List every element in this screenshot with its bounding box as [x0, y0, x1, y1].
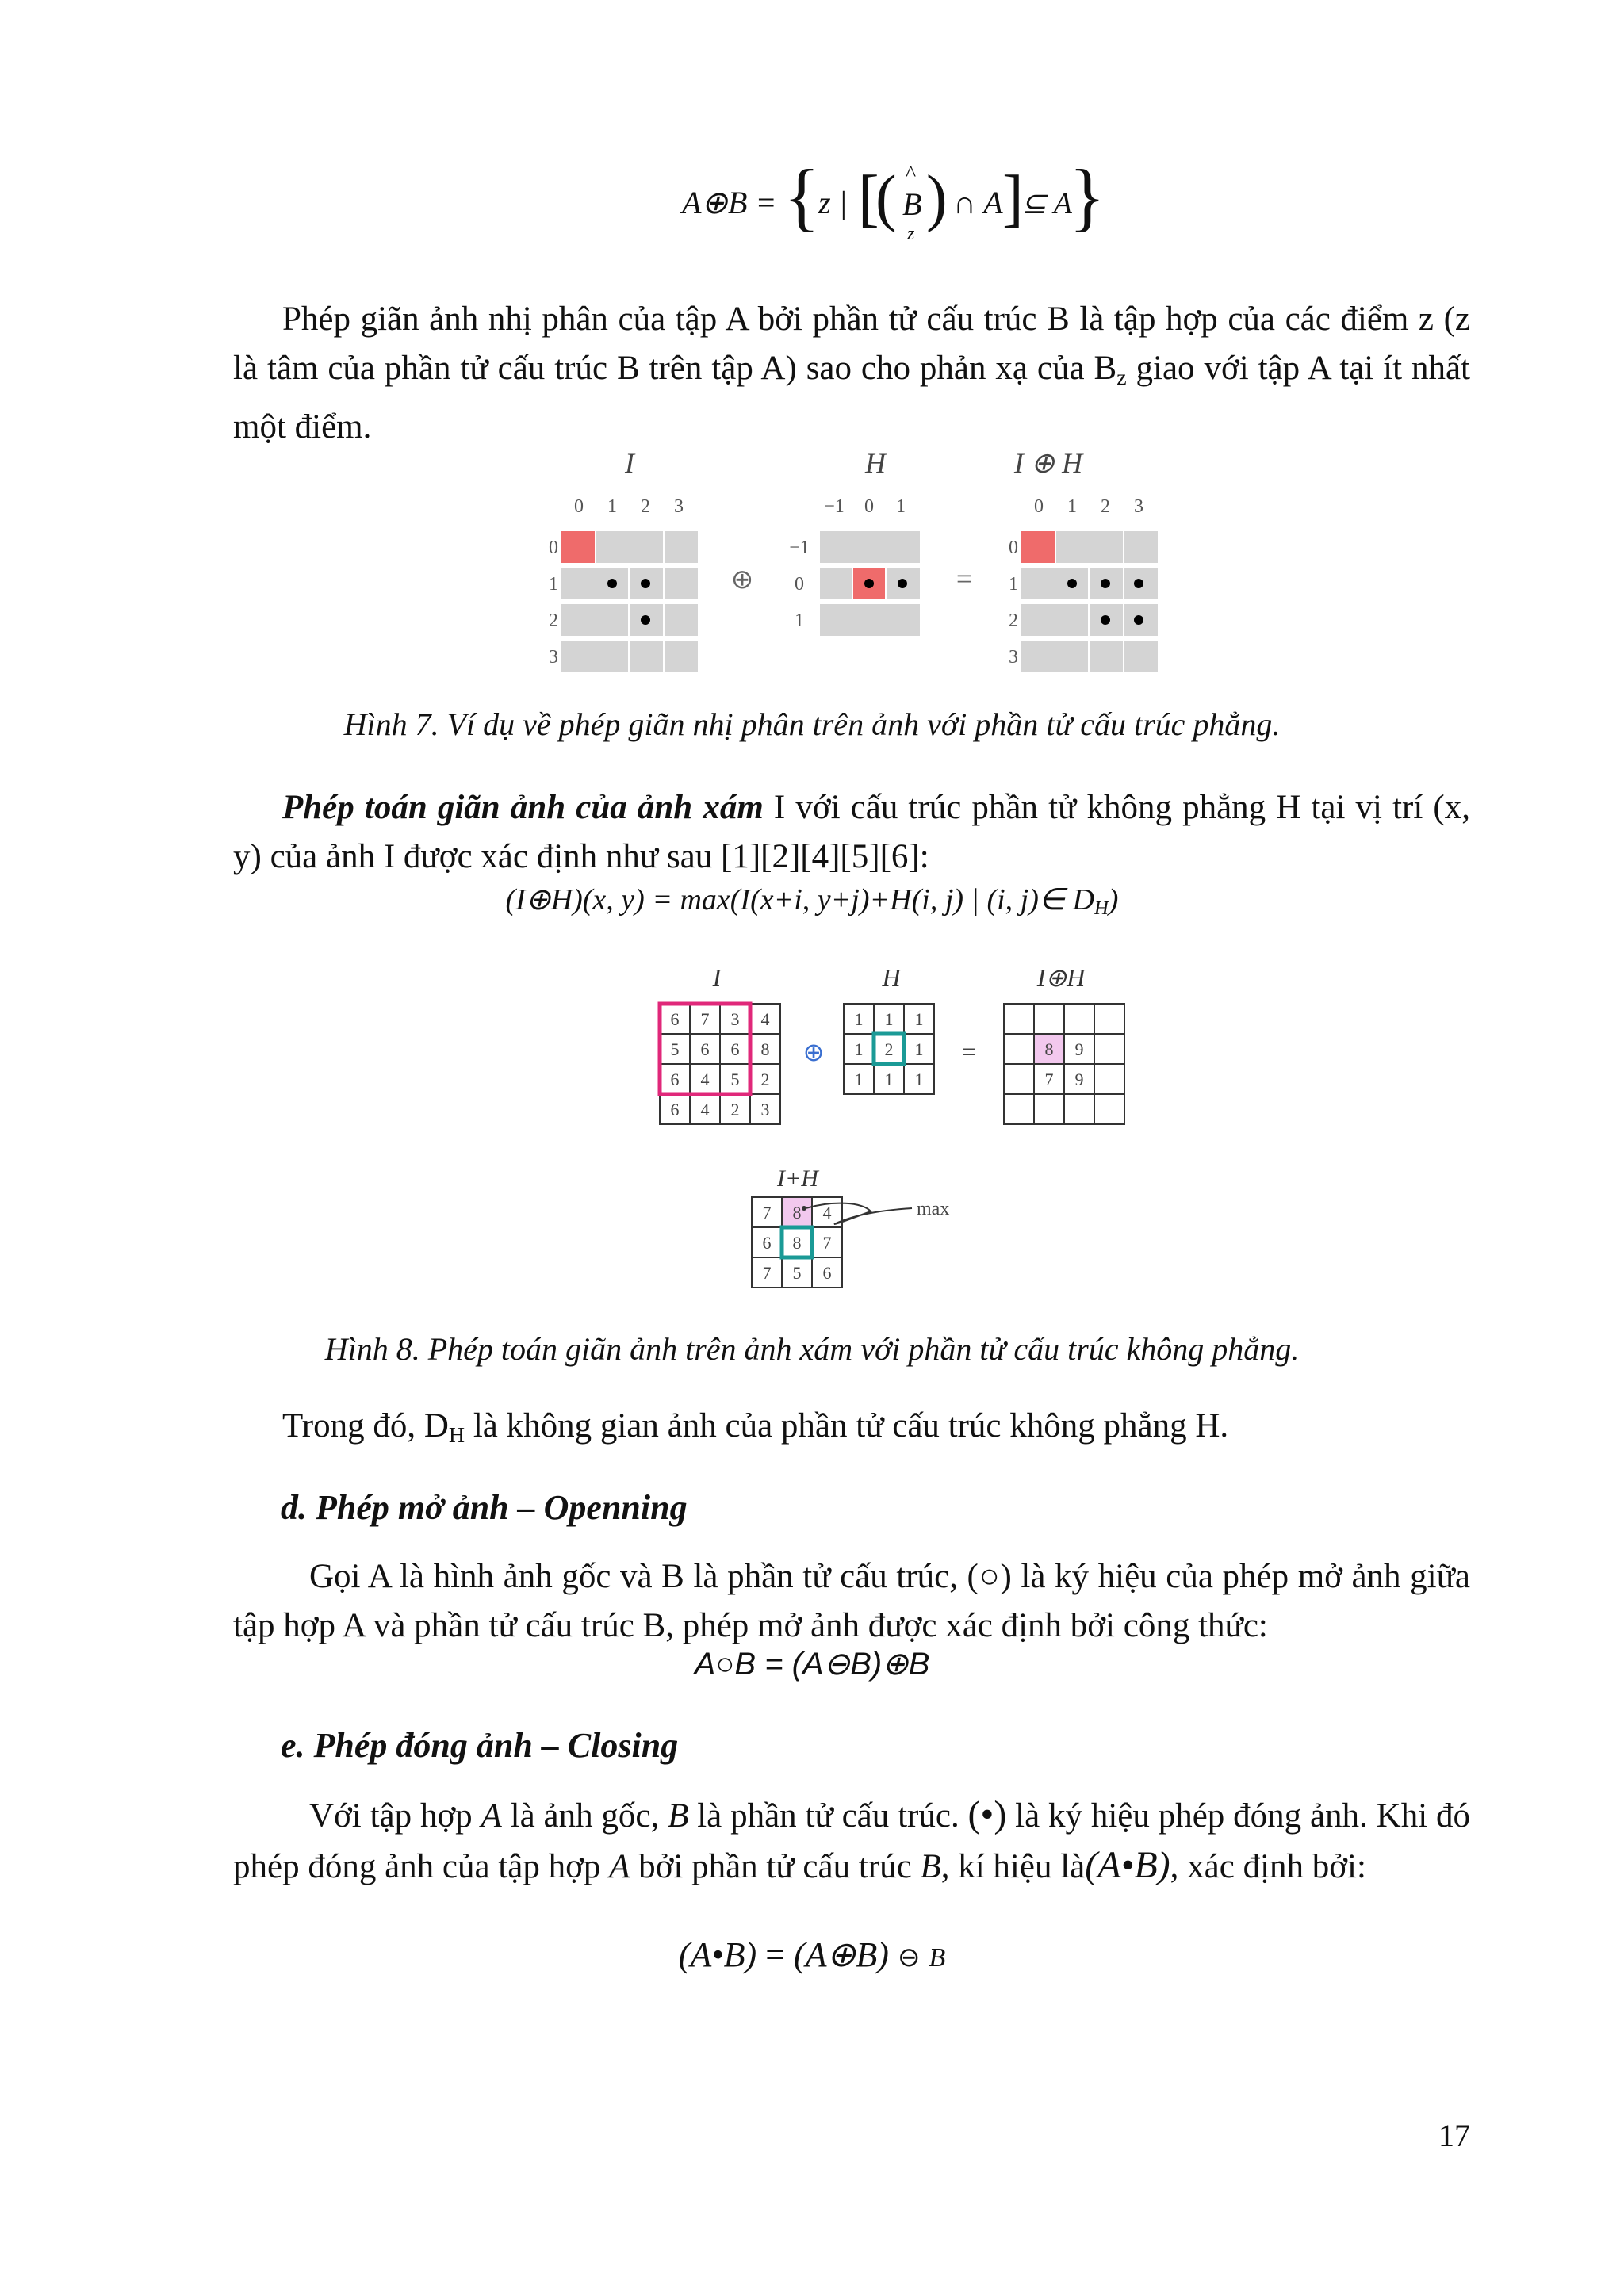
equation-subscript: H: [1094, 897, 1109, 920]
intersect-a: ∩ A: [953, 185, 1003, 220]
equation-operator: ⊖: [897, 1943, 921, 1973]
equation-text: (I⊕H)(x, y) = max(I(x+i, y+j)+H(i, j) | (i, j)∈ D: [505, 883, 1094, 916]
fig8-sum-cell: 7: [762, 1203, 772, 1223]
fig7-i-grid: [561, 531, 698, 672]
set-brace-close: }: [1069, 154, 1106, 239]
fig8-i-cell: 4: [700, 1070, 710, 1089]
fig8-sum-cell: 8: [792, 1233, 802, 1253]
opening-equation: A○B = (A⊖B)⊕B: [694, 1647, 930, 1682]
fig8-i-cell: 6: [730, 1039, 740, 1059]
grayscale-dilation-equation: [0, 882, 1624, 920]
figure-8-grayscale-dilation: [650, 959, 1158, 1300]
fig8-i-cell: 5: [670, 1039, 680, 1059]
fig8-i-cell: 6: [670, 1070, 680, 1089]
paragraph-text: Trong đó, D: [282, 1407, 449, 1445]
figure-8-caption: Hình 8. Phép toán giãn ảnh trên ảnh xám với phần tử cấu trúc không phẳng.: [324, 1331, 1300, 1367]
fig8-max-pointer: [806, 1203, 912, 1224]
fig8-max-dot: [802, 1206, 806, 1211]
fig8-sum-cell: 7: [762, 1263, 772, 1283]
fig7-h-row-label: 0: [795, 574, 804, 595]
fig7-r-col-label: 0: [1034, 496, 1044, 517]
fig8-result-cell: 8: [1044, 1039, 1054, 1059]
b-hat: B: [902, 186, 922, 222]
figure-7-caption: Hình 7. Ví dụ về phép giãn nhị phân trên ảnh với phần tử cấu trúc phẳng.: [343, 706, 1281, 742]
fig8-i-cell: 6: [670, 1009, 680, 1029]
dilation-definition-equation: [682, 154, 1106, 254]
fig8-h-cell: 1: [884, 1009, 894, 1029]
fig8-i-cell: 2: [730, 1100, 740, 1119]
fig7-i-col-label: 0: [574, 496, 584, 517]
fig7-r-row-label: 1: [1009, 574, 1018, 595]
fig7-h-col-label: 0: [864, 496, 874, 517]
fig8-result-cell: 9: [1074, 1039, 1084, 1059]
fig7-i-col-label: 1: [607, 496, 617, 517]
paragraph-bold-term: Phép toán giãn ảnh của ảnh xám: [282, 789, 764, 826]
fig7-r-row-label: 0: [1009, 538, 1018, 558]
fig7-i-col-label: 2: [641, 496, 650, 517]
fig7-h-row-label: 1: [795, 610, 804, 631]
equation-rhs: (A⊕B): [794, 1935, 889, 1974]
fig7-i-col-label: 3: [674, 496, 684, 517]
set-brace-open: {: [783, 154, 821, 239]
fig8-h-cell: 1: [854, 1039, 864, 1059]
paren-open: (: [875, 163, 897, 233]
paragraph-text: giao với tập A tại ít nhất một điểm.: [233, 350, 1470, 446]
paragraph-text: là ảnh gốc,: [501, 1797, 668, 1835]
equation-equals: =: [765, 1935, 786, 1974]
fig8-i-cell: 3: [730, 1009, 740, 1029]
fig8-i-cell: 4: [700, 1100, 710, 1119]
fig7-r-col-label: 2: [1101, 496, 1110, 517]
equation-text: ): [1108, 883, 1119, 916]
equation-operand: B: [929, 1943, 946, 1973]
fig8-i-cell: 4: [760, 1009, 770, 1029]
math-symbol: A: [609, 1848, 630, 1885]
fig8-i-cell: 6: [670, 1100, 680, 1119]
dh-explanation-paragraph: [233, 1402, 1470, 1460]
fig8-i-cell: 2: [760, 1070, 770, 1089]
fig8-operator: ⊕: [802, 1038, 825, 1066]
fig8-i-cell: 5: [730, 1070, 740, 1089]
fig7-result-grid: [1021, 531, 1158, 672]
subset-a: ⊆ A: [1021, 187, 1072, 220]
hat-symbol: ^: [906, 162, 917, 186]
math-symbol: B: [668, 1797, 689, 1835]
figure-7-binary-dilation: [523, 444, 1174, 682]
fig8-sum-cell: 8: [792, 1203, 802, 1223]
fig7-r-row-label: 2: [1009, 610, 1018, 631]
paragraph-text: bởi phần tử cấu trúc: [630, 1848, 921, 1885]
fig8-sum-cell: 7: [822, 1233, 832, 1253]
fig8-title-h: H: [882, 963, 901, 992]
paragraph-text: , kí hiệu là: [940, 1848, 1086, 1885]
set-condition-z: z |: [818, 185, 848, 220]
math-symbol: A: [481, 1797, 502, 1835]
paragraph-text: I với cấu trúc phần tử không phẳng H tại vị trí (x, y) của ảnh I được xác định như sau [1][2][4][5][6]:: [233, 789, 1471, 875]
fig8-h-cell: 1: [914, 1070, 924, 1089]
paragraph-text: , xác định bởi:: [1170, 1848, 1366, 1885]
bracket-close: ]: [1002, 163, 1024, 233]
fig8-max-label: max: [917, 1199, 950, 1219]
fig8-h-cell: 1: [884, 1070, 894, 1089]
closing-symbol: (•): [967, 1793, 1007, 1835]
fig8-sum-cell: 6: [762, 1233, 772, 1253]
bracket-open: [: [858, 163, 879, 233]
fig7-equals: =: [956, 563, 973, 595]
fig8-i-cell: 6: [700, 1039, 710, 1059]
fig8-h-cell: 1: [914, 1039, 924, 1059]
heading-opening: d. Phép mở ảnh – Openning: [281, 1488, 688, 1527]
fig8-title-i: I: [712, 963, 722, 992]
paragraph-text: Phép giãn ảnh nhị phân của tập A bởi phần tử cấu trúc B là tập hợp của các điểm z (z là tâm của phần tử cấu trúc B trên tập A) sao cho phản xạ của B: [233, 300, 1470, 387]
fig7-i-row-label: 3: [549, 647, 558, 668]
fig7-h-row-label: −1: [789, 538, 810, 558]
binary-dilation-paragraph: [233, 295, 1470, 452]
fig7-i-row-label: 2: [549, 610, 558, 631]
fig8-h-cell: 1: [854, 1070, 864, 1089]
paren-close: ): [926, 163, 948, 233]
fig8-sum-cell: 5: [792, 1263, 802, 1283]
fig8-h-cell: 1: [914, 1009, 924, 1029]
paragraph-text: là không gian ảnh của phần tử cấu trúc không phẳng H.: [465, 1407, 1229, 1445]
fig7-h-col-label: −1: [824, 496, 845, 517]
equation-lhs: (A•B): [678, 1935, 757, 1974]
closing-paragraph: [233, 1790, 1470, 1892]
closing-notation: (A•B): [1085, 1844, 1170, 1886]
fig8-result-cell: 9: [1074, 1070, 1084, 1089]
grayscale-dilation-paragraph: [233, 783, 1470, 882]
fig8-h-cell: 2: [884, 1039, 894, 1059]
fig7-operator: ⊕: [730, 565, 754, 595]
fig8-equals: =: [961, 1038, 977, 1067]
paragraph-text: là phần tử cấu trúc.: [688, 1797, 968, 1835]
paragraph-text: là ký hiệu phép đóng ảnh. Khi đó phép đóng ảnh của tập hợp: [233, 1797, 1470, 1885]
opening-paragraph: Gọi A là hình ảnh gốc và B là phần tử cấu trúc, (○) là ký hiệu của phép mở ảnh giữa tập hợp A và phần tử cấu trúc B, phép mở ảnh được xác định bởi công thức:: [233, 1558, 1470, 1644]
dilation-lhs: A⊕B =: [682, 185, 777, 220]
fig7-h-col-label: 1: [896, 496, 906, 517]
paragraph-text: Với tập hợp: [309, 1797, 481, 1835]
fig8-h-cell: 1: [854, 1009, 864, 1029]
fig8-title-ih: I⊕H: [1036, 963, 1086, 992]
fig8-result-grid: [1004, 1004, 1124, 1124]
math-symbol: B: [920, 1848, 941, 1885]
fig7-title-h: H: [865, 447, 886, 479]
fig7-i-row-label: 0: [549, 538, 558, 558]
subscript: z: [1116, 365, 1127, 390]
closing-equation: [0, 1934, 1624, 1975]
fig7-r-row-label: 3: [1009, 647, 1018, 668]
fig8-i-cell: 7: [700, 1009, 710, 1029]
subscript-z: z: [907, 224, 915, 244]
fig8-sum-cell: 6: [822, 1263, 832, 1283]
fig8-title-sum: I+H: [777, 1165, 818, 1192]
fig8-result-cell: 7: [1044, 1070, 1054, 1089]
fig8-i-cell: 3: [760, 1100, 770, 1119]
fig7-r-col-label: 3: [1134, 496, 1143, 517]
fig7-i-row-label: 1: [549, 574, 558, 595]
fig7-h-dots: [864, 579, 907, 588]
fig7-title-ih: I ⊕ H: [1013, 447, 1083, 479]
page-number: 17: [1438, 2118, 1470, 2153]
fig7-title-i: I: [625, 447, 634, 479]
heading-closing: e. Phép đóng ảnh – Closing: [281, 1726, 679, 1765]
fig8-i-cell: 8: [760, 1039, 770, 1059]
fig8-sum-cell: 4: [822, 1203, 832, 1223]
subscript: H: [448, 1422, 465, 1448]
fig7-r-col-label: 1: [1067, 496, 1077, 517]
